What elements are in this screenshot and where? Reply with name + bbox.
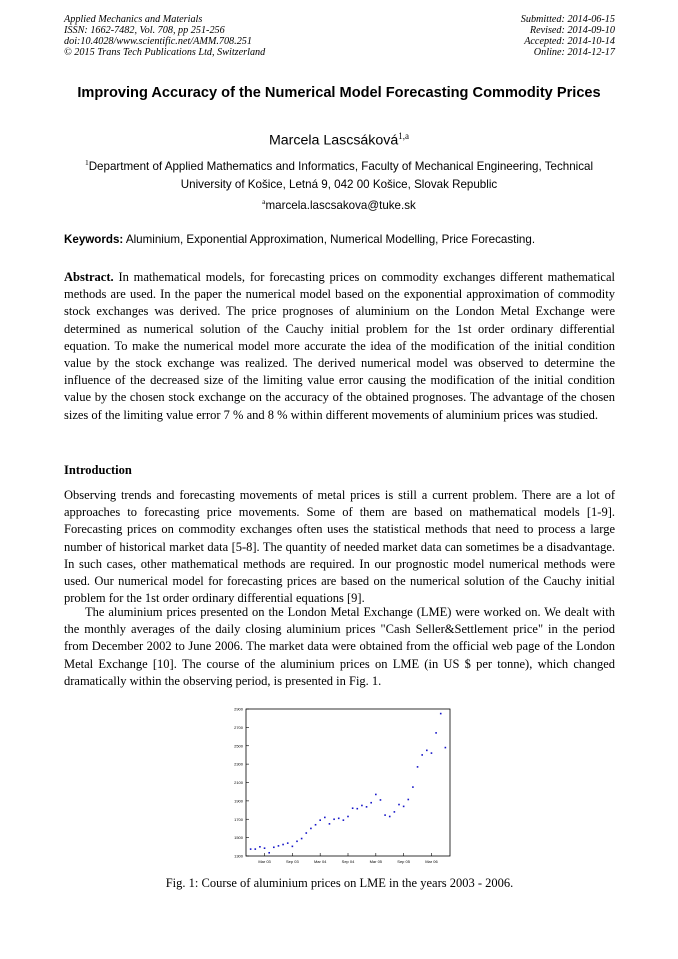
data-point: [347, 816, 349, 818]
y-tick-labels: [234, 707, 244, 859]
data-point: [403, 806, 405, 808]
data-point: [310, 828, 312, 830]
email-line: [64, 197, 614, 212]
data-point: [282, 844, 284, 846]
abstract: [64, 269, 615, 424]
journal-name: Applied Mechanics and Materials: [64, 14, 203, 25]
online-date: Online: 2014-12-17: [533, 47, 615, 58]
affiliation-superscript: 1: [84, 158, 89, 167]
data-point: [366, 806, 368, 808]
abstract-text: In mathematical models, for forecasting prices on commodity exchanges different mathematical methods are used. In the paper the numerical model based on the exponential approximation of commodity stock exchanges was derived. The price prognoses of aluminium on the London Metal Exchange were determined as numerical solution of the Cauchy initial problem for the 1st order ordinary differential equation. To make the numerical model more accurate the idea of the modification of the initial condition value by the stock exchange was realized. The derived numerical model was observed to determine the influence of the decreased size of the limiting value error causing the modification of the initial condition value by the chosen stock exchange on the accuracy of the obtained prognoses. The advantage of the chosen sizes of the limiting value error 7 % and 8 % within different movements of aluminium prices was studied.: [64, 270, 615, 422]
submitted-date: Submitted: 2014-06-15: [520, 14, 615, 25]
y-tick-label: 2500: [234, 743, 243, 749]
data-point: [431, 752, 433, 754]
x-tick-label: Mar 03: [258, 859, 271, 864]
data-point: [250, 848, 252, 850]
data-point: [315, 824, 317, 826]
data-point: [384, 814, 386, 816]
data-point: [324, 817, 326, 819]
data-point: [338, 818, 340, 820]
author-name: Marcela Lascsáková: [268, 132, 399, 149]
x-tick-label: Mar 06: [425, 859, 438, 864]
data-point: [301, 838, 303, 840]
y-tick-label: 1500: [234, 835, 243, 841]
data-point: [268, 852, 270, 854]
x-tick-label: Sep 04: [341, 859, 355, 864]
x-tick-label: Mar 05: [369, 859, 383, 864]
keywords: [64, 233, 616, 246]
email-superscript: a: [262, 197, 266, 206]
keywords-text: Aluminium, Exponential Approximation, Numerical Modelling, Price Forecasting.: [123, 233, 536, 246]
x-tick-label: Sep 05: [397, 859, 410, 864]
data-point: [287, 842, 289, 844]
data-point: [292, 846, 294, 848]
intro-paragraph-2: The aluminium prices presented on the London Metal Exchange (LME) were worked on. We dealt with the monthly averages of the daily closing aluminium prices "Cash Seller&Settlement price" in the period from December 2002 to June 2006. The market data were obtained from the official web page of the London Metal Exchange [10]. The course of the aluminium prices on LME (in US $ per tonne), which changed dramatically within the observing period, is presented in Fig. 1.: [64, 605, 615, 688]
data-point: [445, 747, 447, 749]
data-point: [412, 786, 414, 788]
data-point: [394, 811, 396, 813]
figure-caption: Fig. 1: Course of aluminium prices on LME in the years 2003 - 2006.: [165, 876, 514, 890]
y-tick-label: 1700: [234, 816, 243, 822]
y-tick-label: 2900: [234, 706, 243, 712]
aluminium-price-chart: [230, 703, 452, 865]
copyright-line: © 2015 Trans Tech Publications Ltd, Switzerland: [64, 47, 266, 58]
data-point: [259, 846, 261, 848]
x-tick-labels: [258, 859, 438, 864]
data-point: [254, 848, 256, 850]
y-tick-label: 2100: [234, 780, 243, 785]
doi-line: doi:10.4028/www.scientific.net/AMM.708.251: [64, 36, 252, 47]
data-point: [356, 808, 358, 810]
data-point: [389, 816, 391, 818]
data-points: [250, 713, 446, 854]
data-point: [329, 823, 331, 825]
accepted-date: Accepted: 2014-10-14: [524, 36, 615, 47]
y-tick-label: 1900: [234, 798, 243, 804]
journal-header-left: [64, 14, 265, 58]
section-heading-introduction: Introduction: [64, 463, 132, 477]
data-point: [352, 807, 354, 809]
author-superscript: 1,a: [398, 131, 410, 141]
x-tick-label: Mar 04: [313, 859, 327, 864]
x-tick-label: Sep 03: [286, 859, 299, 864]
data-point: [319, 819, 321, 821]
email-address: marcela.lascsakova@tuke.sk: [265, 198, 416, 212]
data-point: [380, 799, 382, 801]
data-point: [421, 754, 423, 756]
data-point: [333, 818, 335, 820]
data-point: [264, 847, 266, 849]
y-tick-label: 2700: [234, 724, 243, 730]
data-point: [426, 750, 428, 752]
data-point: [435, 732, 437, 734]
y-tick-label: 1300: [234, 853, 243, 859]
abstract-label: Abstract.: [64, 270, 114, 284]
data-point: [370, 802, 372, 804]
data-point: [375, 794, 377, 796]
chart-axes: [246, 709, 450, 856]
data-point: [440, 713, 442, 715]
data-point: [278, 845, 280, 847]
intro-paragraph-1: Observing trends and forecasting movements of metal prices is still a current problem. There are a lot of approaches to forecasting price movements. Some of them are based on mathematical models [1-9]. Forecasting prices on commodity exchanges often uses the statistical methods that need to process a large number of historical market data [5-8]. The quantity of needed market data can sometimes be a disadvantage. In such cases, other mathematical methods are required. In our prognostic model numerical methods were used. Our numerical model for forecasting prices are based on the numerical solution of the Cauchy initial problem for the 1st order ordinary differential equations [9].: [64, 488, 615, 606]
data-point: [273, 846, 275, 848]
y-tick-label: 2300: [234, 761, 243, 767]
revised-date: Revised: 2014-09-10: [529, 25, 615, 36]
data-point: [398, 804, 400, 806]
data-point: [296, 841, 298, 843]
data-point: [361, 805, 363, 807]
data-point: [417, 766, 419, 768]
data-point: [305, 832, 307, 834]
affiliation-text: Department of Applied Mathematics and Informatics, Faculty of Mechanical Engineering, Technical University of Košice, Letná 9, 042 00 Košice, Slovak Republic: [88, 159, 594, 191]
author-line: [64, 131, 614, 149]
data-point: [343, 819, 345, 821]
plot-frame: [246, 709, 450, 856]
affiliation: [64, 154, 614, 194]
data-point: [407, 799, 409, 801]
keywords-label: Keywords:: [64, 233, 124, 246]
paper-title: Improving Accuracy of the Numerical Model Forecasting Commodity Prices: [77, 85, 601, 101]
issn-line: ISSN: 1662-7482, Vol. 708, pp 251-256: [64, 25, 225, 36]
journal-header-right: [521, 14, 615, 58]
